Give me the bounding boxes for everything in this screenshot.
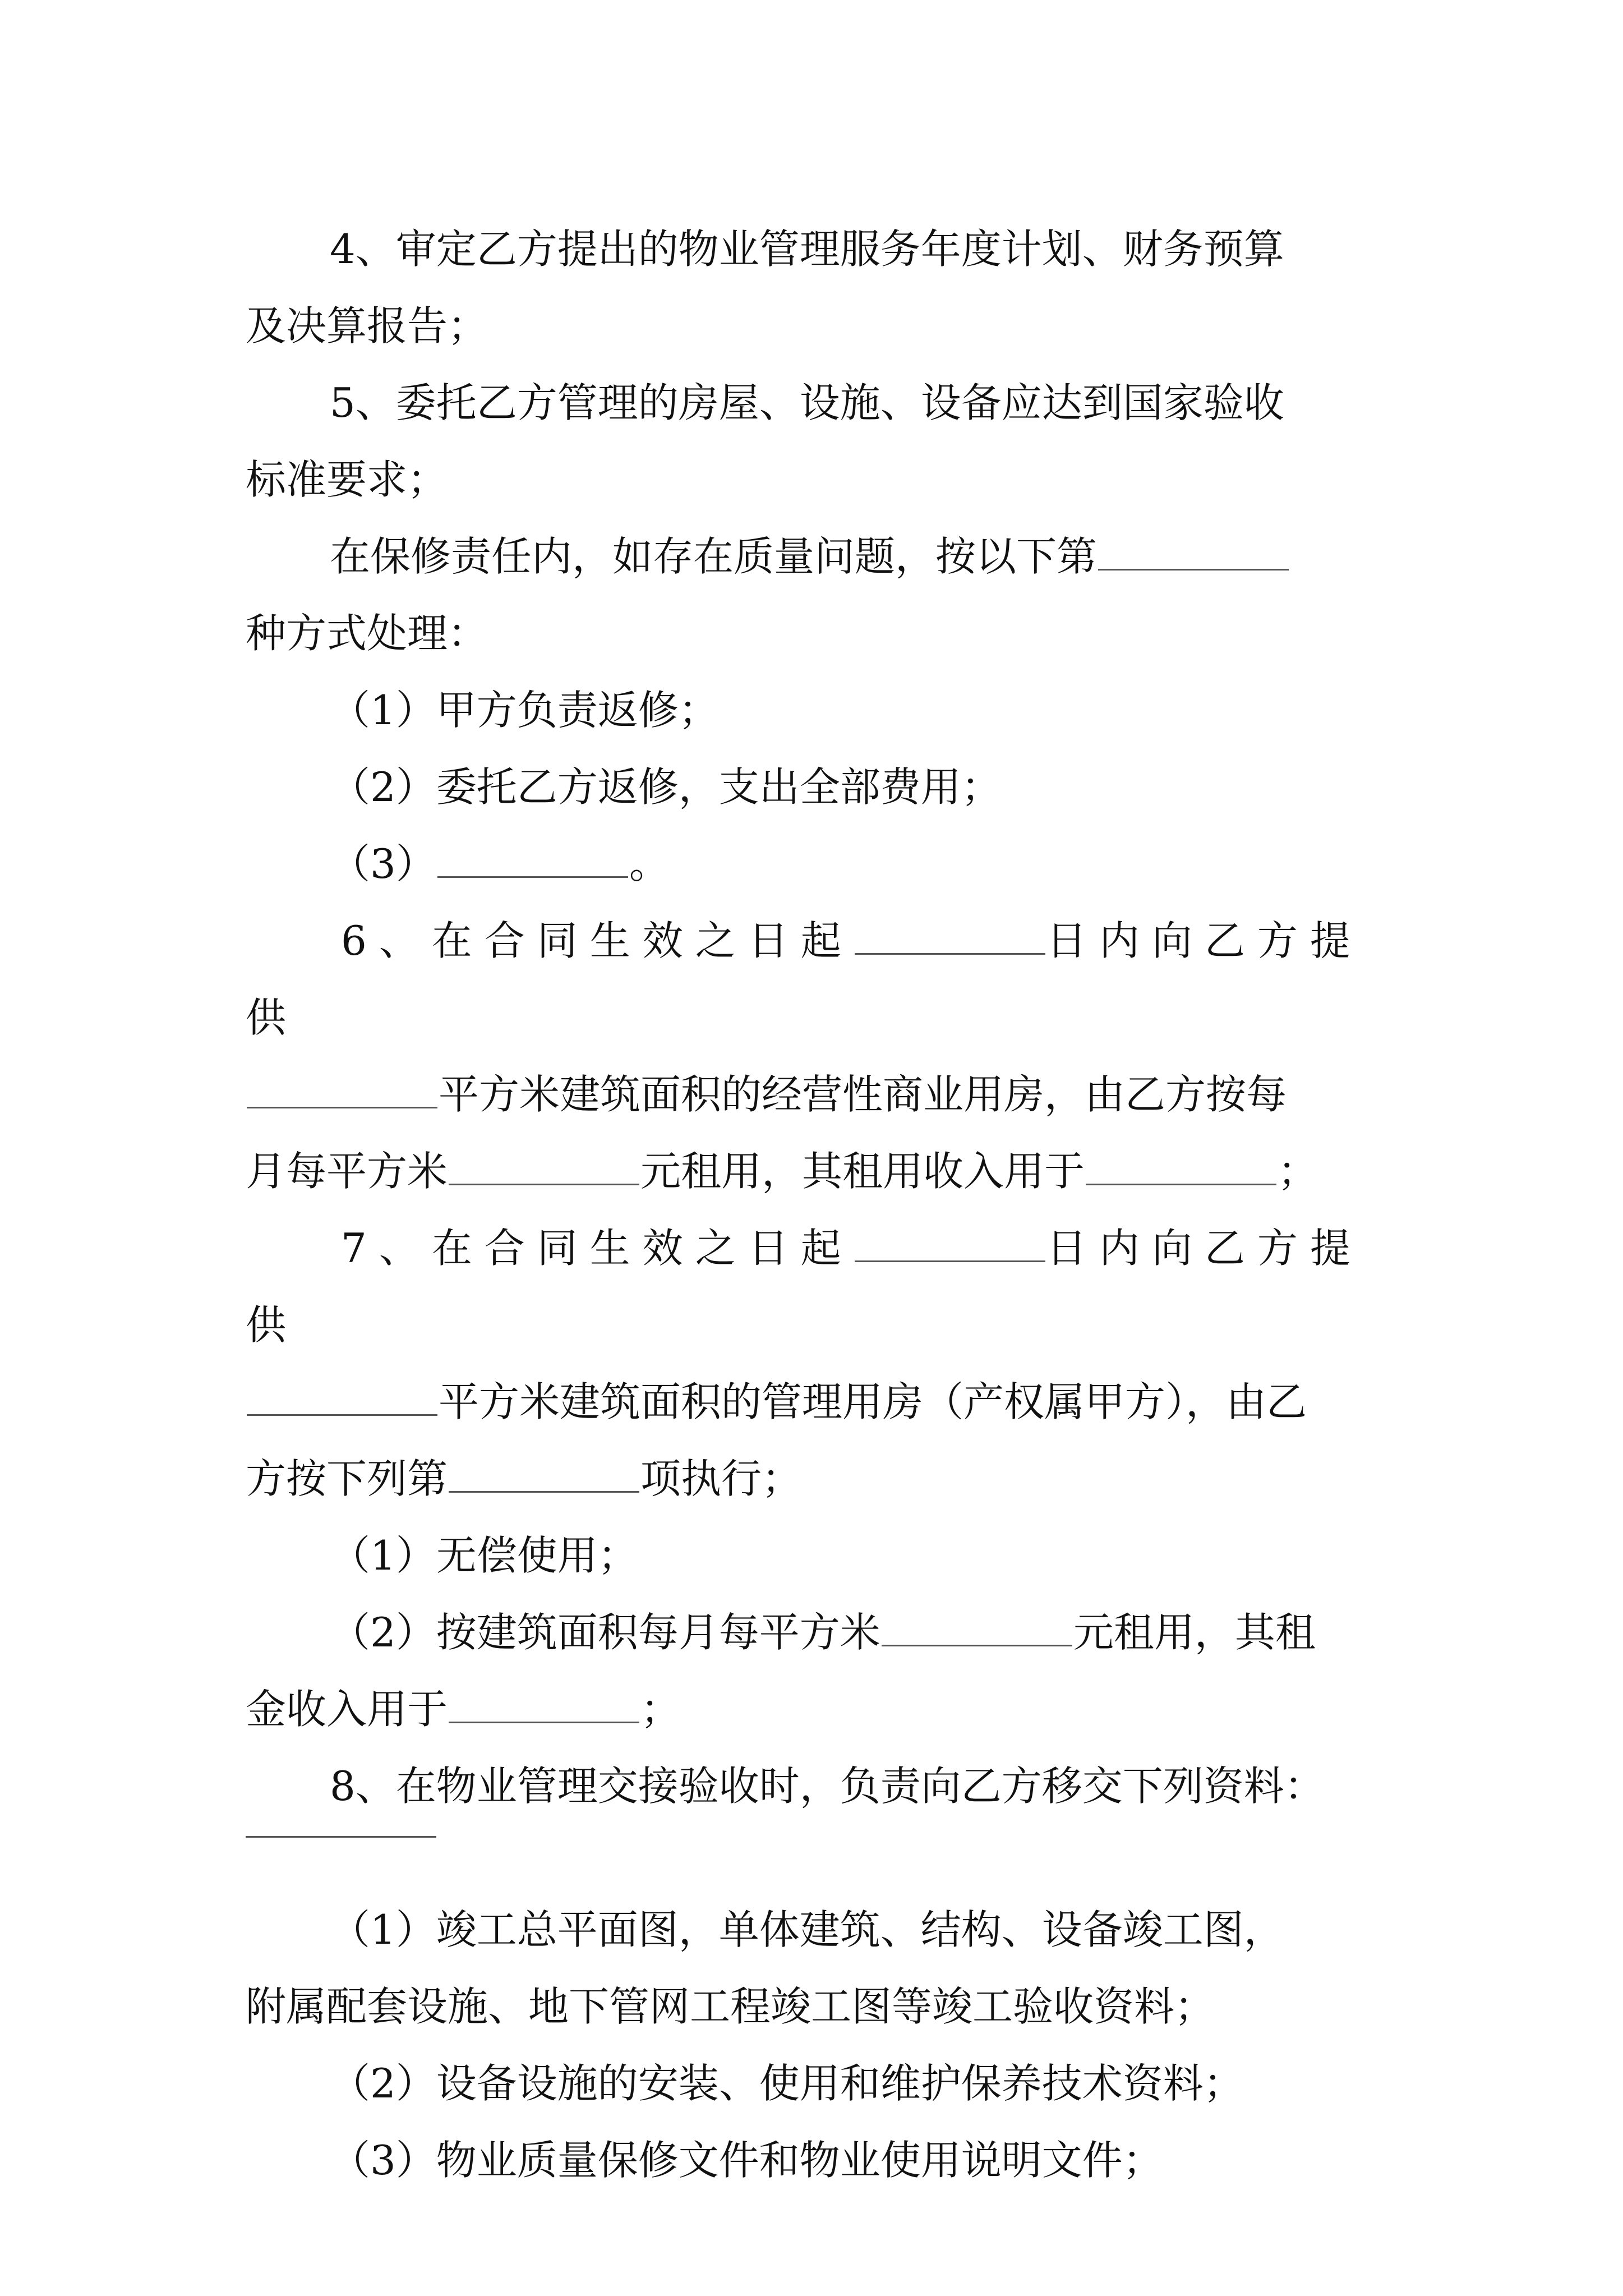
- warranty-option-3: [246, 826, 1373, 903]
- clause-6-text-f: ；: [1278, 1148, 1318, 1195]
- warranty-option-3-end: 。: [629, 840, 670, 887]
- clause-7-option-2-text-a: （2）按建筑面积每月每平方米: [330, 1609, 880, 1656]
- clause-6-text-a: 6、在合同生效之日起: [341, 917, 854, 964]
- clause-7-line-2: [246, 1364, 1373, 1441]
- document-item-1-text-continued: 附属配套设施、地下管网工程竣工图等竣工验收资料；: [246, 1983, 1215, 2030]
- clause-7-option-2-text-c: 金收入用于: [246, 1686, 448, 1733]
- clause-7-option-2-text-d: ；: [640, 1686, 681, 1733]
- clause-4: [246, 211, 1373, 288]
- document-item-1-continued: [246, 1968, 1373, 2045]
- clause-7-text-d: 方按下列第: [246, 1455, 448, 1502]
- warranty-text-continued: 种方式处理：: [246, 610, 488, 657]
- clause-7-text-a: 7、在合同生效之日起: [341, 1225, 854, 1272]
- warranty-option-2: [246, 749, 1373, 826]
- warranty-paragraph-continued: [246, 595, 1373, 672]
- warranty-blank: [1098, 528, 1289, 570]
- clause-7-option-2-continued: [246, 1671, 1373, 1748]
- warranty-text: 在保修责任内，如存在质量问题，按以下第: [330, 533, 1098, 580]
- warranty-option-3-blank: [437, 836, 628, 878]
- clause-5: [246, 365, 1373, 441]
- document-item-1-text: （1）竣工总平面图，单体建筑、结构、设备竣工图，: [330, 1906, 1284, 1953]
- clause-8-blank: [246, 1836, 436, 1838]
- clause-7-option-1: [246, 1517, 1373, 1594]
- clause-7-days-blank: [855, 1220, 1045, 1262]
- clause-7: [246, 1210, 1373, 1364]
- clause-7-option-1-text: （1）无偿使用；: [330, 1532, 638, 1579]
- clause-8-text: 8、在物业管理交接验收时，负责向乙方移交下列资料：: [330, 1763, 1325, 1810]
- clause-7-text-b: 日内向乙方提供: [246, 1225, 1363, 1349]
- document-item-2: [246, 2045, 1373, 2122]
- clause-6-use-blank: [1086, 1143, 1276, 1185]
- warranty-option-1: [246, 672, 1373, 749]
- clause-6-text-d: 月每平方米: [246, 1148, 448, 1195]
- warranty-option-1-text: （1）甲方负责返修；: [330, 687, 719, 734]
- document-body: [246, 211, 1373, 2199]
- document-item-3-text: （3）物业质量保修文件和物业使用说明文件；: [330, 2137, 1163, 2184]
- clause-7-option-2-rent-blank: [882, 1604, 1072, 1646]
- clause-7-option-2-text-b: 元租用，其租: [1073, 1609, 1316, 1656]
- warranty-option-2-text: （2）委托乙方返修，支出全部费用；: [330, 763, 1002, 811]
- clause-7-option-2: [246, 1594, 1373, 1671]
- clause-6-text-c: 平方米建筑面积的经营性商业用房，由乙方按每: [439, 1071, 1287, 1118]
- warranty-option-3-label: （3）: [330, 840, 436, 887]
- clause-7-area-blank: [247, 1374, 437, 1416]
- clause-8: [246, 1748, 1373, 1825]
- clause-6-line-3: [246, 1133, 1373, 1210]
- clause-7-text-c: 平方米建筑面积的管理用房（产权属甲方），由乙: [439, 1378, 1307, 1425]
- clause-6-days-blank: [855, 913, 1045, 955]
- clause-6-area-blank: [247, 1066, 437, 1108]
- document-item-3: [246, 2122, 1373, 2199]
- clause-7-line-3: [246, 1441, 1373, 1517]
- clause-6-text-b: 日内向乙方提供: [246, 917, 1363, 1041]
- clause-6-text-e: 元租用，其租用收入用于: [640, 1148, 1085, 1195]
- clause-5-text-continued: 标准要求；: [246, 456, 448, 503]
- clause-5-text: 5、委托乙方管理的房屋、设施、设备应达到国家验收: [330, 379, 1284, 426]
- clause-4-text-continued: 及决算报告；: [246, 302, 488, 349]
- clause-5-continued: [246, 441, 1373, 518]
- warranty-paragraph: [246, 518, 1373, 595]
- clause-4-continued: [246, 288, 1373, 365]
- clause-6: [246, 903, 1373, 1056]
- clause-6-line-2: [246, 1056, 1373, 1133]
- clause-7-text-e: 项执行；: [640, 1455, 803, 1502]
- document-item-2-text: （2）设备设施的安装、使用和维护保养技术资料；: [330, 2060, 1244, 2107]
- clause-7-option-2-use-blank: [449, 1681, 639, 1723]
- clause-4-text: 4、审定乙方提出的物业管理服务年度计划、财务预算: [330, 226, 1284, 273]
- clause-7-item-blank: [449, 1451, 639, 1493]
- clause-6-rent-blank: [449, 1143, 639, 1185]
- document-item-1: [246, 1892, 1373, 1968]
